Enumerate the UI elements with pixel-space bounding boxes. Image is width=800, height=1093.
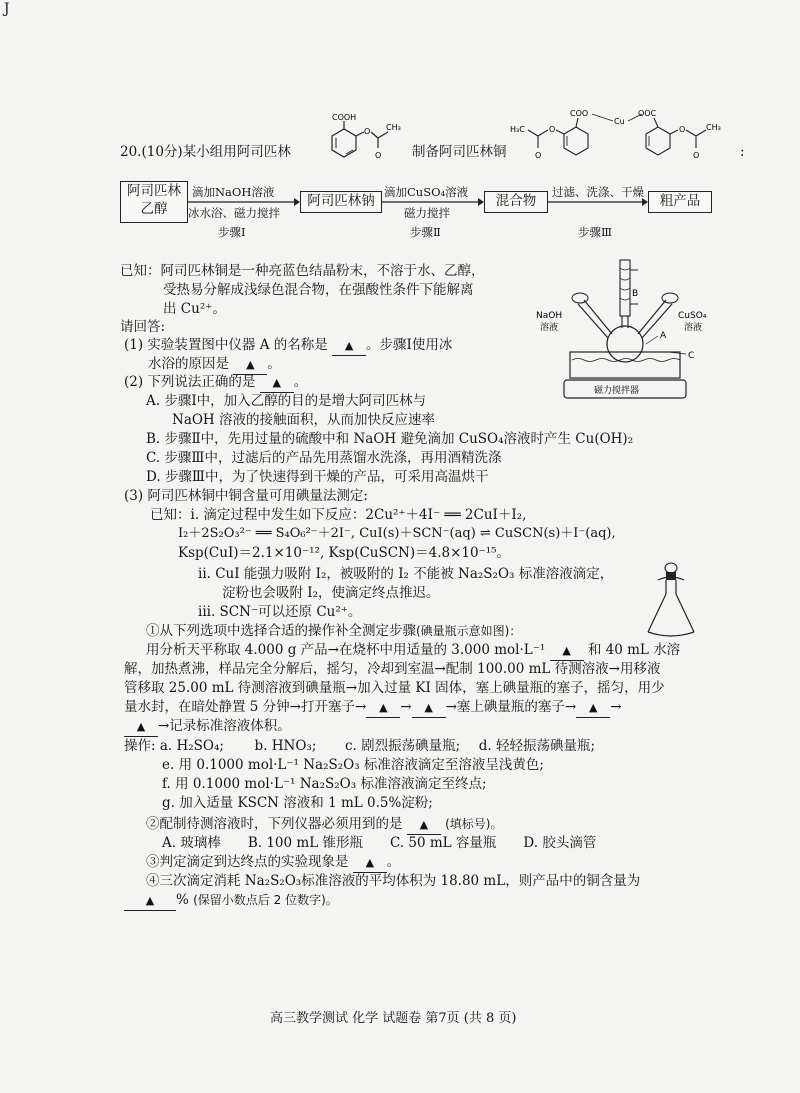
part3-known-3: Ksp(CuI)＝2.1×10⁻¹², Ksp(CuSCN)＝4.8×10⁻¹⁵。	[178, 545, 511, 561]
option-d: D. 步骤Ⅲ中，为了快速得到干燥的产品，可采用高温烘干	[146, 469, 489, 485]
flow-arrow1-top: 滴加NaOH溶液	[192, 185, 275, 199]
part1-text-1b: 。步骤Ⅰ使用冰	[366, 337, 453, 353]
page-mark: J	[4, 1, 10, 17]
steps-4d: →	[610, 699, 622, 715]
steps-5: →记录标准溶液体积。	[158, 718, 291, 734]
question-mid: 制备阿司匹林铜	[412, 144, 507, 160]
flow-box-crude-product: 粗产品	[648, 191, 712, 213]
known-line-2: 受热易分解成浅绿色混合物，在强酸性条件下能解离	[163, 282, 474, 298]
aspirin-o1: O	[364, 127, 371, 136]
steps-4a: 量水封，在暗处静置 5 分钟→打开塞子→	[124, 699, 367, 715]
steps-1b: 和 40 mL 水溶	[587, 642, 681, 658]
op-a: a. H₂SO₄;	[159, 738, 224, 754]
option-b: B. 步骤Ⅱ中，先用过量的硫酸中和 NaOH 避免滴加 CuSO₄溶液时产生 Cu(OH)₂	[146, 431, 634, 447]
label-c: C	[688, 351, 695, 361]
part1-blank-1[interactable]: ▲	[332, 337, 366, 356]
part3-q3	[146, 853, 400, 873]
option-a-line-1: A. 步骤Ⅰ中，加入乙醇的目的是增大阿司匹林与	[146, 393, 427, 409]
instrument-blank[interactable]: ▲	[407, 816, 441, 835]
part3-q2-note: (填标号)。	[445, 817, 503, 831]
cu-ch3: CH₃	[706, 123, 721, 132]
op-blank-3[interactable]: ▲	[576, 699, 610, 718]
steps-4b: →	[400, 699, 412, 715]
label-a: A	[660, 331, 667, 341]
known-line-1: 已知：阿司匹林铜是一种亮蓝色结晶粉末，不溶于水、乙醇，	[120, 263, 485, 279]
part1-blank-2[interactable]: ▲	[233, 356, 267, 375]
op-g: g. 加入适量 KSCN 溶液和 1 mL 0.5%淀粉;	[162, 795, 433, 811]
part3-q3-text: ③判定滴定到达终点的实验现象是	[146, 854, 349, 870]
iodine-flask-diagram	[644, 562, 698, 640]
part3-q3-end: 。	[386, 854, 401, 870]
part2-line-1	[124, 373, 307, 393]
op-blank-2[interactable]: ▲	[412, 699, 446, 718]
flow-step1: 步骤Ⅰ	[218, 225, 246, 239]
cuso4-label-1: CuSO₄	[678, 311, 707, 321]
aspirin-copper-structure	[508, 104, 748, 166]
flow-arrow2-top: 滴加CuSO₄溶液	[384, 185, 469, 199]
label-b: B	[632, 289, 639, 299]
part3-known-4: ii. CuI 能强力吸附 I₂，被吸附的 I₂ 不能被 Na₂S₂O₃ 标准溶液滴定，	[198, 566, 614, 582]
flow-step2: 步骤Ⅱ	[410, 225, 441, 239]
part1-line-2	[148, 355, 281, 375]
cu-h3c: H₃C	[510, 125, 525, 134]
part3-q4-note: (保留小数点后 2 位数字)。	[193, 893, 338, 907]
steps-1a: 用分析天平称取 4.000 g 产品→在烧杯中用适量的 3.000 mol·L⁻¹	[146, 642, 546, 658]
part3-line-1: (3) 阿司匹林铜中铜含量可用碘量法测定:	[124, 488, 368, 504]
flow-box1-line1: 阿司匹林	[127, 183, 181, 199]
reagent-blank[interactable]: ▲	[550, 642, 584, 661]
flow-box-sodium-salt: 阿司匹林钠	[300, 191, 382, 213]
question-header	[120, 143, 291, 161]
ops-label: 操作:	[124, 738, 156, 754]
part1-text-2: 水浴的原因是	[148, 356, 229, 372]
page-footer: 高三教学测试 化学 试题卷 第7页 (共 8 页)	[270, 1011, 517, 1026]
flow-box-reactants	[120, 181, 188, 223]
aspirin-structure	[310, 112, 410, 172]
part2-blank[interactable]: ▲	[260, 374, 294, 393]
cu-center: Cu	[614, 117, 625, 126]
option-c: C. 步骤Ⅲ中，过滤后的产品先用蒸馏水洗涤，再用酒精洗涤	[146, 450, 502, 466]
part2-text-1b: 。	[293, 374, 308, 390]
aspirin-o2: O	[375, 151, 382, 160]
op-d: d. 轻轻振荡碘量瓶;	[478, 738, 596, 754]
ops-line-1	[124, 737, 595, 755]
question-points: (10分)	[141, 144, 183, 160]
endpoint-blank[interactable]: ▲	[353, 854, 387, 873]
steps-4c: →塞上碘量瓶的塞子→	[445, 699, 577, 715]
aspirin-cooh: COOH	[332, 113, 357, 122]
question-number: 20.	[120, 144, 142, 160]
part3-known-6: iii. SCN⁻可以还原 Cu²⁺。	[198, 604, 362, 620]
part3-steps-5	[124, 717, 291, 737]
cu-ooc: OOC	[638, 109, 657, 118]
part1-text-1: (1) 实验装置图中仪器 A 的名称是	[124, 337, 328, 353]
part3-known-5: 淀粉也会吸附 I₂，使滴定终点推迟。	[222, 585, 440, 601]
known-line-3: 出 Cu²⁺。	[163, 301, 226, 317]
instrument-options: A. 玻璃棒 B. 100 mL 锥形瓶 C. 50 mL 容量瓶 D. 胶头滴管	[162, 835, 597, 851]
svg-text:O: O	[535, 151, 542, 160]
part2-text-1: (2) 下列说法正确的是	[124, 374, 256, 390]
flow-arrow3-top: 过滤、洗涤、干燥	[552, 185, 644, 199]
svg-text:O: O	[679, 125, 686, 134]
flow-box-mixture: 混合物	[484, 191, 548, 213]
part1-text-2b: 。	[267, 356, 281, 372]
flow-arrow2-bottom: 磁力搅拌	[404, 206, 450, 220]
question-lead: 某小组用阿司匹林	[182, 144, 291, 160]
stirrer-label: 磁力搅拌器	[594, 386, 640, 396]
question-trail: :	[740, 144, 745, 160]
percent-sign: %	[176, 892, 189, 908]
part3-known-1: 已知：i. 滴定过程中发生如下反应：2Cu²⁺＋4I⁻ ══ 2CuI＋I₂,	[150, 507, 527, 523]
aspirin-ch3: CH₃	[386, 123, 401, 132]
part3-q1-text: ①从下列选项中选择合适的操作补全测定步骤	[146, 623, 416, 639]
ask-label: 请回答:	[120, 319, 166, 335]
op-c: c. 剧烈振荡碘量瓶;	[344, 738, 461, 754]
part3-q2-text: ②配制待测溶液时，下列仪器必须用到的是	[146, 816, 403, 832]
part1-line-1	[124, 336, 452, 356]
part3-q1-note: (碘量瓶示意如图)：	[416, 624, 522, 638]
op-blank-4[interactable]: ▲	[124, 718, 158, 737]
cu-o: O	[693, 151, 700, 160]
naoh-label-2: 溶液	[540, 323, 559, 333]
part3-known-2: I₂＋2S₂O₃²⁻ ══ S₄O₆²⁻＋2I⁻, CuI(s)＋SCN⁻(aq) ⇌ CuSCN(s)＋I⁻(aq),	[178, 526, 616, 541]
flow-arrow1-bottom: 冰水浴、磁力搅拌	[188, 206, 280, 220]
part3-steps-4	[124, 698, 622, 718]
op-f: f. 用 0.1000 mol·L⁻¹ Na₂S₂O₃ 标准溶液滴定至终点;	[162, 776, 487, 792]
part3-q4-answer	[124, 891, 338, 911]
part3-q1	[146, 622, 521, 640]
op-blank-1[interactable]: ▲	[366, 699, 400, 718]
part3-q2	[146, 815, 502, 835]
naoh-label-1: NaOH	[536, 311, 563, 321]
flow-step3: 步骤Ⅲ	[578, 225, 613, 239]
op-e: e. 用 0.1000 mol·L⁻¹ Na₂S₂O₃ 标准溶液滴定至溶液呈浅黄色;	[162, 757, 544, 773]
option-a-line-2: NaOH 溶液的接触面积，从而加快反应速率	[172, 412, 435, 428]
cuso4-label-2: 溶液	[684, 323, 703, 333]
part3-q4: ④三次滴定消耗 Na₂S₂O₃标准溶液的平均体积为 18.80 mL，则产品中的铜含量为	[146, 873, 641, 889]
part3-steps-2: 解，加热煮沸，样品完全分解后，摇匀，冷却到室温→配制 100.00 mL 待测溶液→用移液	[124, 661, 661, 677]
apparatus-diagram	[536, 256, 716, 406]
cu-coo1: COO	[570, 109, 589, 118]
svg-text:O: O	[549, 125, 556, 134]
flow-box1-line2: 乙醇	[140, 201, 168, 217]
part3-steps-1	[146, 641, 680, 661]
op-b: b. HNO₃;	[254, 738, 317, 754]
copper-content-blank[interactable]: ▲	[124, 892, 176, 911]
part3-steps-3: 管移取 25.00 mL 待测溶液到碘量瓶→加入过量 KI 固体，塞上碘量瓶的塞子，摇匀，用少	[124, 680, 665, 696]
